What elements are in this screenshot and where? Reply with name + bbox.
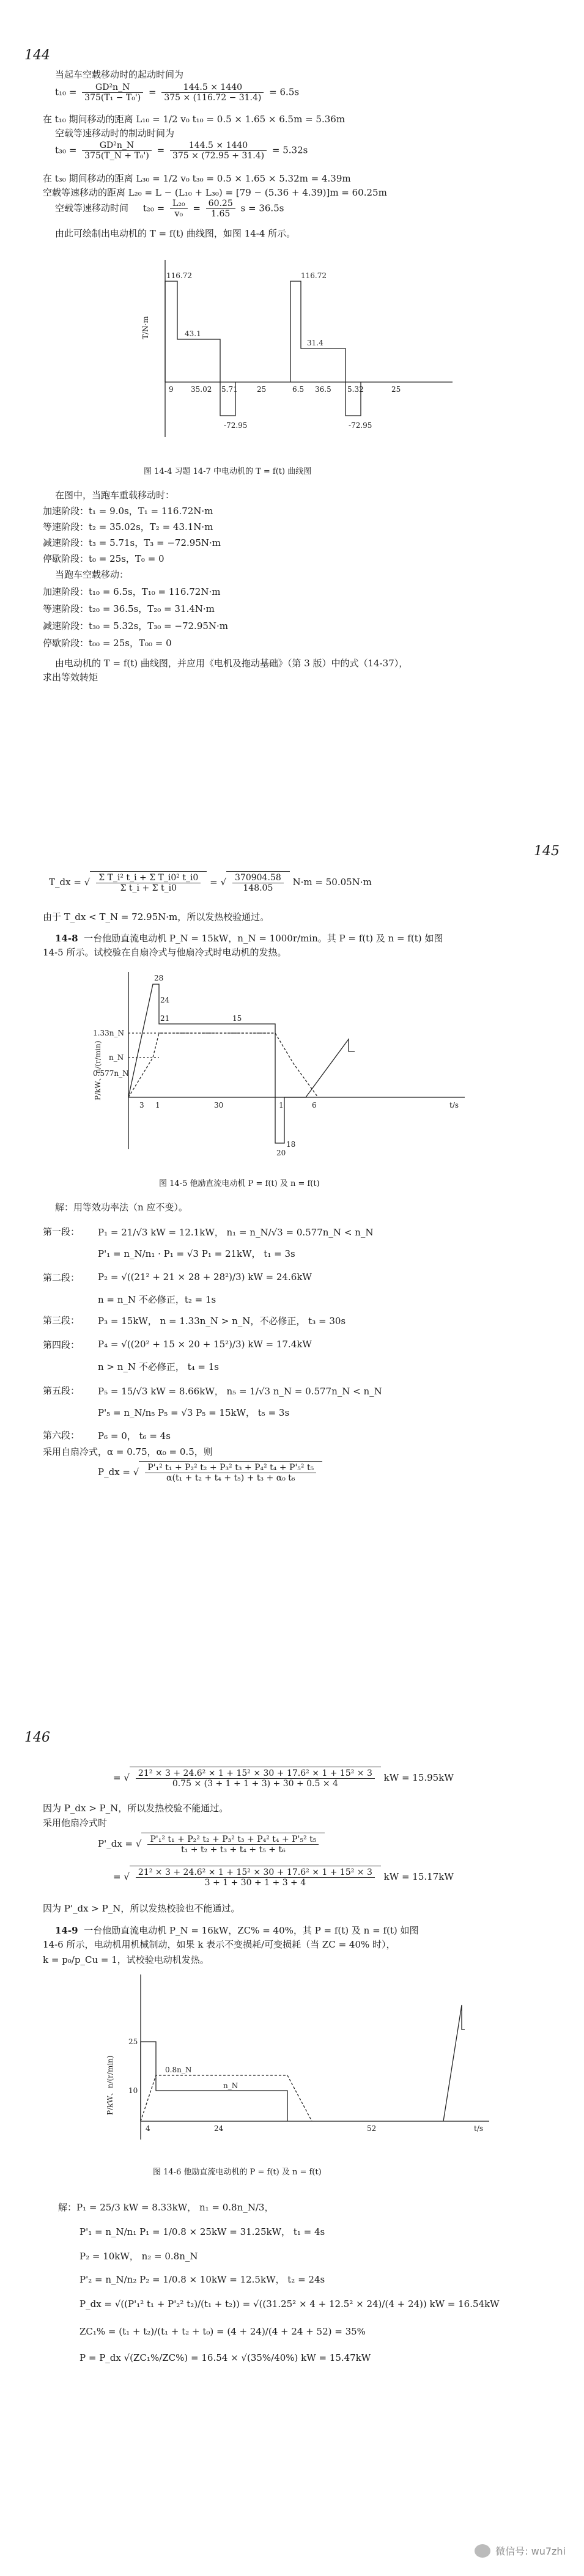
figure-caption: 图 14-4 习题 14-7 中电动机的 T = f(t) 曲线图 (144, 467, 312, 476)
segment-label: 第三段： (43, 1315, 80, 1326)
svg-text:t/s: t/s (474, 2124, 484, 2133)
svg-text:31.4: 31.4 (307, 339, 323, 347)
text-line: 当起车空载移动时的起动时间为 (55, 69, 184, 80)
figure-caption: 图 14-5 他励直流电动机 P = f(t) 及 n = f(t) (159, 1179, 320, 1188)
svg-text:5.32: 5.32 (347, 385, 364, 394)
problem-14-9: 14-9 一台他励直流电动机 P_N = 16kW，ZC% = 40%，其 P = f(t) 及 n = f(t) 如图 (55, 1925, 419, 1936)
text-line: 由于 T_dx < T_N = 72.95N·m，所以发热校验通过。 (43, 911, 270, 922)
svg-text:6.5: 6.5 (292, 385, 305, 394)
text-line: 14-5 所示。试校验在自扇冷式与他扇冷式时电动机的发热。 (43, 947, 287, 958)
text-line: 因为 P'_dx > P_N，所以发热校验也不能通过。 (43, 1903, 240, 1914)
formula: P₆ = 0， t₆ = 4s (98, 1430, 171, 1441)
svg-text:1: 1 (279, 1101, 284, 1110)
svg-text:36.5: 36.5 (315, 385, 331, 394)
text-line: 由电动机的 T = f(t) 曲线图，并应用《电机及拖动基础》（第 3 版）中的式（14-37）， (55, 658, 408, 669)
formula-separately-cooled: P'_dx = √ $\frac{\text{P'₁² t₁ + P₂² t₂ + P₃² t₃ + P₄² t₄ + P'₅² t₅}}{\text{t₁ + t₂ + t₃ + t₄ + t₅ + t₆}}$ (98, 1833, 325, 1856)
svg-text:9: 9 (169, 385, 174, 394)
svg-text:21: 21 (160, 1014, 170, 1023)
fig-ylabel: T/N·m (141, 316, 150, 339)
text-line: 空载等速移动的距离 L₂₀ = L − (L₁₀ + L₃₀) = [79 − (5.36 + 4.39)]m = 60.25m (43, 187, 387, 198)
text-line: 等速阶段：t₂ = 35.02s，T₂ = 43.1N·m (43, 521, 213, 532)
svg-text:P/kW、n/(r/min): P/kW、n/(r/min) (106, 2055, 114, 2115)
solution-line: 解：P₁ = 25/3 kW = 8.33kW， n₁ = 0.8n_N/3， (58, 2202, 274, 2213)
solution-line: P = P_dx √(ZC₁%/ZC%) = 16.54 × √(35%/40%) kW = 15.47kW (79, 2352, 371, 2363)
solution-intro: 解：用等效功率法（n 应不变）。 (55, 1202, 188, 1213)
page-number: 145 (534, 844, 560, 859)
svg-text:n_N: n_N (109, 1053, 124, 1062)
solution-line: P'₂ = n_N/n₂ P₂ = 1/0.8 × 10kW = 12.5kW， t₂ = 24s (79, 2274, 325, 2285)
text-line: k = p₀/p_Cu = 1，试校验电动机发热。 (43, 1954, 209, 1965)
svg-text:52: 52 (367, 2124, 377, 2133)
text-line: 等速阶段：t₂₀ = 36.5s，T₂₀ = 31.4N·m (43, 603, 215, 614)
formula: P'₁ = n_N/n₁ · P₁ = √3 P₁ = 21kW， t₁ = 3s (98, 1248, 295, 1259)
page-144 (0, 0, 584, 844)
formula: P₃ = 15kW， n = 1.33n_N > n_N，不必修正， t₃ = 30s (98, 1316, 346, 1327)
svg-text:P/kW、n/(r/min): P/kW、n/(r/min) (94, 1040, 102, 1100)
text-line: 减速阶段：t₃ = 5.71s，T₃ = −72.95N·m (43, 537, 221, 548)
formula: P₅ = 15/√3 kW = 8.66kW， n₅ = 1/√3 n_N = 0.577n_N < n_N (98, 1386, 382, 1397)
text-line: 在 t₁₀ 期间移动的距离 L₁₀ = 1/2 v₀ t₁₀ = 0.5 × 1.65 × 6.5m = 5.36m (43, 114, 346, 125)
segment-label: 第四段： (43, 1339, 80, 1350)
svg-text:43.1: 43.1 (185, 329, 201, 338)
text-line: 空载等速移动时的制动时间为 (55, 128, 175, 139)
svg-text:3: 3 (139, 1101, 144, 1110)
text-line: 停歇阶段：t₀ = 25s，T₀ = 0 (43, 553, 164, 564)
svg-text:t/s: t/s (449, 1101, 459, 1110)
svg-text:24: 24 (214, 2124, 224, 2133)
svg-text:1: 1 (155, 1101, 160, 1110)
text-line: 停歇阶段：t₀₀ = 25s，T₀₀ = 0 (43, 638, 172, 649)
text-line: 求出等效转矩 (43, 672, 98, 683)
segment-label: 第五段： (43, 1385, 80, 1396)
text-line: 在图中，当跑车重载移动时： (55, 490, 175, 501)
text-line: 由此可绘制出电动机的 T = f(t) 曲线图，如图 14-4 所示。 (55, 228, 296, 239)
solution-line: P'₁ = n_N/n₁ P₁ = 1/0.8 × 25kW = 31.25kW， t₁ = 4s (79, 2226, 325, 2237)
page-number: 144 (24, 48, 50, 63)
text-line: 采用他扇冷式时 (43, 1817, 108, 1828)
formula-equivalent-power: P_dx = √ $\frac{\text{P'₁² t₁ + P₂² t₂ + P₃² t₃ + P₄² t₄ + P'₅² t₅}}{\text{α(t₁ + t₂ + t₄ + t₅) + t₃ + α₀ t₆}}$ (98, 1461, 322, 1484)
figure-14-6 (92, 1968, 495, 2158)
svg-text:24: 24 (160, 996, 170, 1004)
svg-text:116.72: 116.72 (301, 271, 327, 280)
figure-14-5 (92, 966, 471, 1168)
solution-line: P₂ = 10kW， n₂ = 0.8n_N (79, 2251, 198, 2262)
problem-14-8: 14-8 一台他励直流电动机 P_N = 15kW，n_N = 1000r/min。其 P = f(t) 及 n = f(t) 如图 (55, 933, 443, 944)
svg-text:35.02: 35.02 (191, 385, 212, 394)
svg-text:0.8n_N: 0.8n_N (165, 2066, 192, 2074)
segment-label: 第一段： (43, 1226, 80, 1237)
svg-text:25: 25 (257, 385, 267, 394)
svg-text:25: 25 (128, 2037, 138, 2046)
svg-text:15: 15 (232, 1014, 242, 1023)
text-line: 采用自扇冷式，α = 0.75，α₀ = 0.5，则 (43, 1446, 213, 1457)
formula: P₄ = √((20² + 15 × 20 + 15²)/3) kW = 17.4kW (98, 1339, 312, 1350)
formula-separately-cooled-result: = √ $\frac{\text{21² × 3 + 24.6² × 1 + 15² × 30 + 17.6² × 1 + 15² × 3}}{3 + 1 + 30 + 1 + 3 + 4}$ kW = 15.17kW (113, 1866, 454, 1889)
solution-line: P_dx = √((P'₁² t₁ + P'₂² t₂)/(t₁ + t₂)) = √((31.25² × 4 + 12.5² × 24)/(4 + 24)) kW = 16.54kW (79, 2298, 500, 2309)
svg-text:0.577n_N: 0.577n_N (93, 1069, 129, 1078)
formula: P₁ = 21/√3 kW = 12.1kW， n₁ = n_N/√3 = 0.577n_N < n_N (98, 1227, 374, 1238)
figure-14-4 (141, 254, 459, 455)
formula-equivalent-torque: T_dx = √ $\frac{\text{Σ T\_i² t\_i + Σ T\_i0² t\_i0}}{\text{Σ t\_i + Σ t\_i0}}$ = √ $\frac{370904.58}{148.05}$ N·m = 50.05N·m (49, 871, 372, 894)
page-145 (0, 844, 584, 1712)
figure-caption: 图 14-6 他励直流电动机的 P = f(t) 及 n = f(t) (153, 2168, 322, 2177)
text-line: 当跑车空载移动： (55, 569, 129, 580)
svg-text:10: 10 (128, 2086, 138, 2095)
formula: P'₅ = n_N/n₅ P₅ = √3 P₅ = 15kW， t₅ = 3s (98, 1407, 290, 1418)
formula-start-time: t₁₀ = $\frac{\text{GD²n\_N}}{\text{375(T₁ − T₀')}}$ = $\frac{144.5 \times 1440}{375 \times (116.72 - 31.4)}$ = 6.5s (55, 83, 300, 103)
page-number: 146 (24, 1730, 50, 1745)
svg-text:n_N: n_N (223, 2081, 238, 2090)
svg-text:1.33n_N: 1.33n_N (93, 1029, 124, 1037)
segment-label: 第二段： (43, 1272, 80, 1283)
svg-text:5.71: 5.71 (221, 385, 238, 394)
text-line: 在 t₃₀ 期间移动的距离 L₃₀ = 1/2 v₀ t₃₀ = 0.5 × 1.65 × 5.32m = 4.39m (43, 173, 351, 184)
text-line: 减速阶段：t₃₀ = 5.32s，T₃₀ = −72.95N·m (43, 620, 229, 631)
svg-text:4: 4 (146, 2124, 150, 2133)
text-line: 加速阶段：t₁₀ = 6.5s，T₁₀ = 116.72N·m (43, 586, 221, 597)
wechat-icon (475, 2544, 490, 2558)
svg-text:-72.95: -72.95 (349, 421, 372, 430)
formula: n > n_N 不必修正， t₄ = 1s (98, 1361, 219, 1372)
svg-text:18: 18 (286, 1140, 296, 1149)
page-146 (0, 1712, 584, 2576)
formula-constant-time: 空载等速移动时间 t₂₀ = $\frac{\text{L₂₀}}{\text{v₀}}$ = $\frac{60.25}{1.65}$ s = 36.5s (55, 199, 284, 219)
svg-text:6: 6 (312, 1101, 317, 1110)
segment-label: 第六段： (43, 1430, 80, 1441)
svg-text:30: 30 (214, 1101, 224, 1110)
formula: n = n_N 不必修正，t₂ = 1s (98, 1294, 216, 1305)
svg-text:20: 20 (276, 1149, 286, 1157)
formula-self-cooled-result: = √ $\frac{\text{21² × 3 + 24.6² × 1 + 15² × 30 + 17.6² × 1 + 15² × 3}}{0.75 \times (3 + 1 + 1 + 3) + 30 + 0.5 \times 4}$ kW = 15.95kW (113, 1767, 454, 1790)
text-line: 加速阶段：t₁ = 9.0s，T₁ = 116.72N·m (43, 506, 213, 517)
text-line: 14-6 所示，电动机用机械制动，如果 k 表示不变损耗/可变损耗（当 ZC = 40% 时）， (43, 1939, 396, 1950)
svg-text:116.72: 116.72 (166, 271, 192, 280)
watermark: 微信号: wu7zhi (475, 2544, 566, 2558)
formula: P₂ = √((21² + 21 × 28 + 28²)/3) kW = 24.6kW (98, 1271, 312, 1282)
svg-text:28: 28 (154, 974, 164, 982)
text-line: 因为 P_dx > P_N，所以发热校验不能通过。 (43, 1803, 229, 1814)
formula-brake-time: t₃₀ = $\frac{\text{GD²n\_N}}{\text{375(T\_N + T₀')}}$ = $\frac{144.5 \times 1440}{375 \times (72.95 + 31.4)}$ = 5.32s (55, 141, 308, 161)
svg-text:25: 25 (391, 385, 401, 394)
solution-line: ZC₁% = (t₁ + t₂)/(t₁ + t₂ + t₀) = (4 + 24)/(4 + 24 + 52) = 35% (79, 2326, 366, 2337)
svg-text:-72.95: -72.95 (224, 421, 248, 430)
